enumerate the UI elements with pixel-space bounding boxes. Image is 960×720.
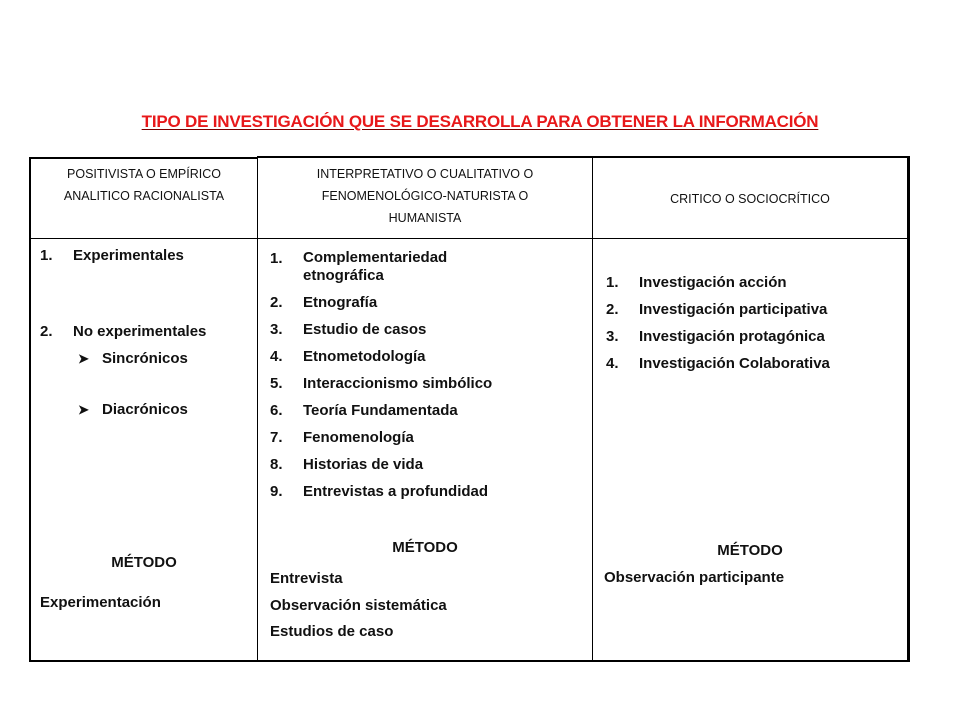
method-label: MÉTODO [111, 554, 177, 571]
method-value: Observación participante [604, 569, 785, 586]
list-item: 2. Etnografía [270, 294, 378, 311]
column-header-interpretativo: INTERPRETATIVO O CUALITATIVO O FENOMENOLÓGICO-NATURISTA O HUMANISTA [316, 167, 534, 225]
method-values: Entrevista Observación sistemática Estudios de caso [270, 570, 447, 640]
list-item: 7. Fenomenología [270, 429, 414, 446]
sub-list-item: ➤ Diacrónicos [78, 401, 188, 418]
list-item: 3. Estudio de casos [270, 321, 427, 338]
column-interpretativo [270, 249, 588, 501]
method-label: MÉTODO [392, 539, 458, 556]
list-item: 2. Investigación participativa [606, 301, 828, 318]
method-label: MÉTODO [717, 542, 783, 559]
list-item: 3. Investigación protagónica [606, 328, 825, 345]
page-title: TIPO DE INVESTIGACIÓN QUE SE DESARROLLA PARA OBTENER LA INFORMACIÓN [141, 112, 819, 131]
list-item: 1. Experimentales [40, 247, 184, 264]
table-right-border [907, 156, 910, 662]
table-bottom-border [29, 660, 910, 662]
arrowhead-bullet-icon: ➤ [78, 402, 89, 417]
list-item: 9. Entrevistas a profundidad [270, 483, 489, 500]
column-divider-1 [257, 157, 258, 662]
list-item: 6. Teoría Fundamentada [270, 402, 458, 419]
column-header-positivista: POSITIVISTA O EMPÍRICO ANALITICO RACIONALISTA [63, 167, 225, 203]
header-separator [29, 238, 910, 239]
list-item: 8. Historias de vida [270, 456, 424, 473]
table-left-border [29, 157, 31, 662]
method-value: Experimentación [40, 594, 161, 611]
column-divider-2 [592, 157, 593, 662]
list-item: 1. Investigación acción [606, 274, 787, 291]
column-positivista [40, 246, 255, 419]
table-top-border-col1 [29, 157, 257, 159]
list-item: 1. Complementariedad etnográfica [270, 249, 448, 284]
sub-list-item: ➤ Sincrónicos [78, 350, 188, 367]
arrowhead-bullet-icon: ➤ [78, 351, 89, 366]
list-item: 2. No experimentales [40, 323, 207, 340]
column-header-critico: CRITICO O SOCIOCRÍTICO [670, 192, 830, 206]
list-item: 4. Investigación Colaborativa [606, 355, 830, 372]
column-critico [606, 273, 906, 373]
table-top-border-col23 [257, 156, 909, 158]
list-item: 5. Interaccionismo simbólico [270, 375, 493, 392]
list-item: 4. Etnometodología [270, 348, 426, 365]
